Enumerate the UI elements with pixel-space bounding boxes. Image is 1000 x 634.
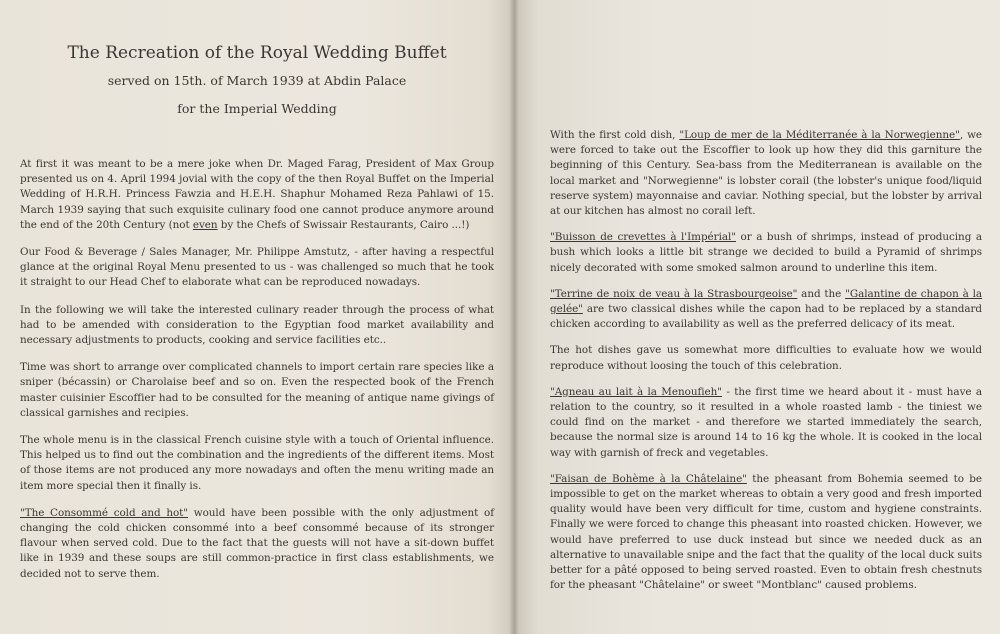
paragraph-intro <box>20 157 494 233</box>
paragraph-text: and the <box>797 287 846 300</box>
document-title: The Recreation of the Royal Wedding Buffet <box>67 43 447 63</box>
paragraph-buisson <box>550 230 982 276</box>
paragraph-text: , we were forced to take out the Escoffier to look up how they did this garniture the beginning of this Century. Sea-bass from the Mediterranean is available on the local market and "Norwegienne" is lobster corail (the lobster's unique food/liquid reserve system) mayonnaise and caviar. Nothing special, but the lobster by arrival at our kitchen has almost no corail left. <box>550 129 983 218</box>
paragraph-consomme <box>20 506 494 582</box>
dish-name: "The Consommé cold and hot" <box>20 506 189 519</box>
paragraph-text: by the Chefs of Swissair Restaurants, Cairo ...!) <box>217 218 470 231</box>
paragraph-cuisine-style: The whole menu is in the classical French cuisine style with a touch of Oriental influence. This helped us to find out the combination and the ingredients of the different items. Most of those items are not produced any more nowadays and often the menu writing made an item more special then it finally is. <box>20 434 494 492</box>
paragraph-text: are two classical dishes while the capon had to be replaced by a standard chicken according to availability as well as the preferred delicacy of its meat. <box>550 303 982 331</box>
paragraph-text: the pheasant from Bohemia seemed to be impossible to get on the market whereas to obtain a very good and fresh imported quality would have been very difficult for time, custom and hygiene constraints. Finally we were forced to change this pheasant into roasted chicken. However, we would have preferred to use duck instead but since we needed duck as an alternative to unavailable snipe and the fact that the quality of the local duck suits better for a pâté opposed to being served roasted. Even to obtain fresh chestnuts for the pheasant "Châtelaine" or sweet "Montblanc" caused problems. <box>550 472 982 592</box>
paragraph-faisan <box>550 472 982 594</box>
paragraph-agneau <box>550 385 982 461</box>
dish-name: "Loup de mer de la Méditerranée à la Norwegienne" <box>679 129 960 141</box>
paragraph-hot-dishes: The hot dishes gave us somewhat more difficulties to evaluate how we would reproduce without loosing the touch of this celebration. <box>550 344 982 372</box>
document-subtitle-occasion: for the Imperial Wedding <box>177 101 337 116</box>
book-gutter <box>509 0 519 634</box>
dish-name: "Buisson de crevettes à l'Impérial" <box>550 231 736 244</box>
paragraph-text: With the first cold dish, <box>550 129 680 141</box>
paragraph-text: or a bush of shrimps, instead of producing a bush which looks a little bit strange we decided to build a Pyramid of shrimps nicely decorated with some smoked salmon around to underline this item. <box>550 231 982 274</box>
right-page <box>514 0 1000 634</box>
paragraph-loup-de-mer <box>550 128 982 219</box>
paragraph-process: In the following we will take the interested culinary reader through the process of what had to be amended with consideration to the Egyptian food market availability and necessary adjustments to products, cooking and service facilities etc.. <box>20 303 494 347</box>
paragraph-text: would have been possible with the only adjustment of changing the cold chicken consommé into a beef consommé because of its stronger flavour when served cold. Due to the fact that the guests will not have a sit-down buffet like in 1939 and these soups are still common-practice in first class establishments, we decided not to serve them. <box>20 506 494 580</box>
paragraph-manager: Our Food & Beverage / Sales Manager, Mr. Philippe Amstutz, - after having a respectful glance at the original Royal Menu presented to us - was challenged so much that he took it straight to our Head Chef to elaborate what can be reproduced nowadays. <box>20 246 494 289</box>
dish-name: "Agneau au lait à la Menoufieh" <box>550 385 723 398</box>
document-subtitle: served on 15th. of March 1939 at Abdin Palace <box>107 73 407 88</box>
paragraph-text: - the first time we heard about it - must have a relation to the country, so it resulted in a whole roasted lamb - the tiniest we could find on the market - and therefore we started immediately the search, because the normal size is around 14 to 16 kg the whole. It is cooked in the local way with garnish of freck and vegetables. <box>550 385 983 459</box>
title-block <box>20 42 494 117</box>
paragraph-time: Time was short to arrange over complicated channels to import certain rare species like a sniper (bécassin) or Charolaise beef and so on. Even the respected book of the French master cuisinier Escoffier had to be consulted for the meaning of antique name givings of classical garnishes and recipies. <box>20 361 494 419</box>
dish-name: "Galantine de chapon à la gelée" <box>550 287 982 316</box>
paragraph-text: At first it was meant to be a mere joke when Dr. Maged Farag, President of Max Group presented us on 4. April 1994 jovial with the copy of the then Royal Buffet on the Imperial Wedding of H.R.H. Princess Fawzia and H.E.H. Shaphur Mohamed Reza Pahlawi of 15. March 1939 saying that such exquisite culinary food one cannot produce anymore around the end of the 20th Century (not <box>20 158 494 231</box>
paragraph-terrine <box>550 287 982 333</box>
underlined-word: even <box>192 218 218 231</box>
dish-name: "Faisan de Bohème à la Châtelaine" <box>550 472 747 485</box>
dish-name: "Terrine de noix de veau à la Strasbourgeoise" <box>550 287 798 300</box>
